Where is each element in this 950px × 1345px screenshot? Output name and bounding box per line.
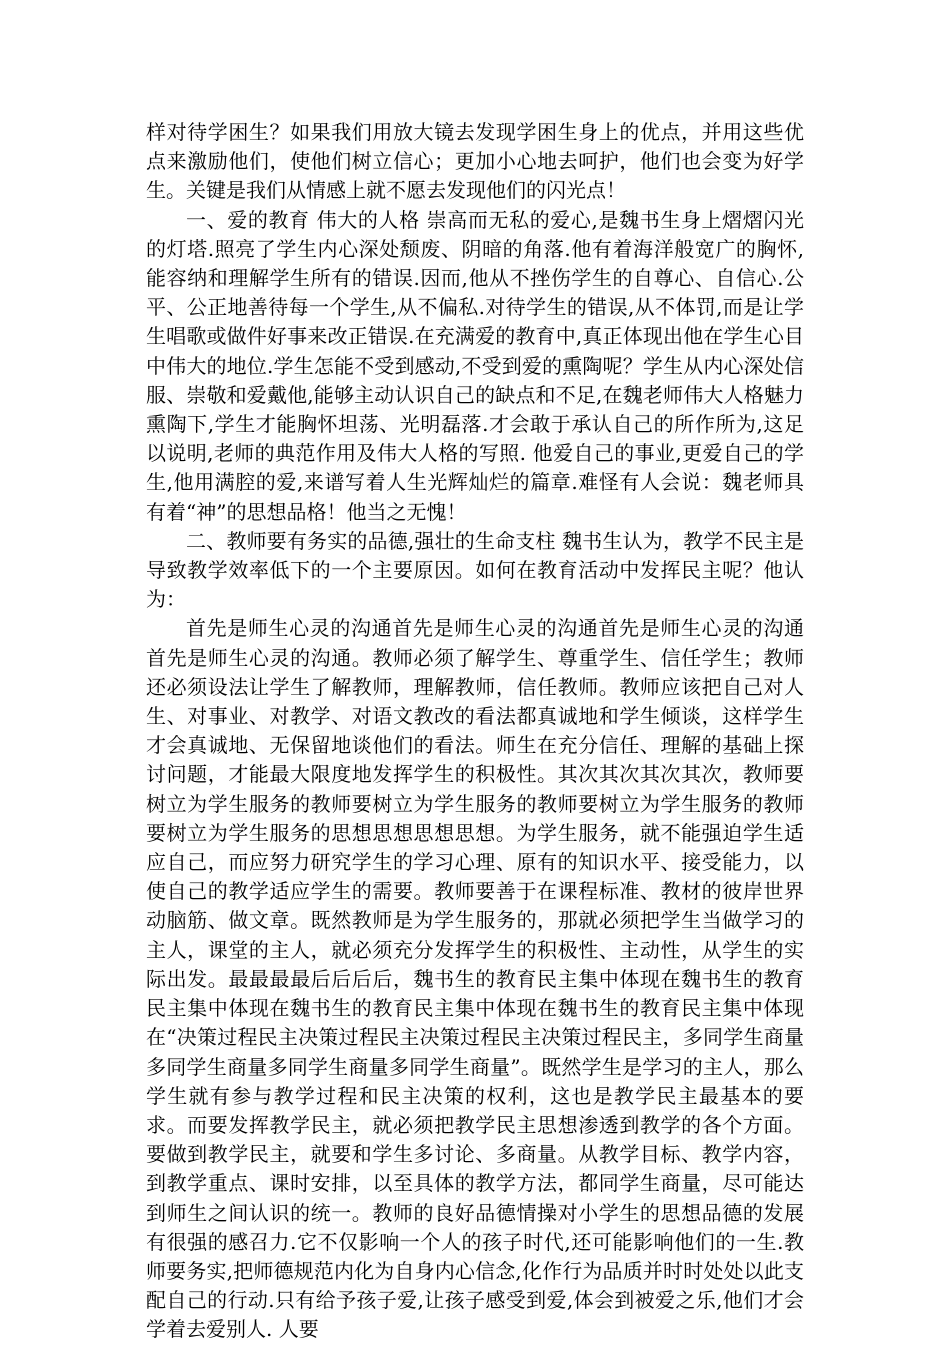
document-body: [146, 118, 804, 1345]
paragraph-section-two: 二、教师要有务实的品德,强壮的生命支柱 魏书生认为，教学不民主是导致教学效率低下的一个主要原因。如何在教育活动中发挥民主呢？他认为：: [146, 528, 804, 612]
paragraph-section-one: 一、爱的教育 伟大的人格 崇高而无私的爱心,是魏书生身上熠熠闪光的灯塔.照亮了学生内心深处颓废、阴暗的角落.他有着海洋般宽广的胸怀,能容纳和理解学生所有的错误.因而,他从不挫伤学生的自尊心、自信心.公平、公正地善待每一个学生,从不偏私.对待学生的错误,从不体罚,而是让学生唱歌或做件好事来改正错误.在充满爱的教育中,真正体现出他在学生心目中伟大的地位.学生怎能不受到感动,不受到爱的熏陶呢？学生从内心深处信服、崇敬和爱戴他,能够主动认识自己的缺点和不足,在魏老师伟大人格魅力熏陶下,学生才能胸怀坦荡、光明磊落.才会敢于承认自己的所作所为,这足以说明,老师的典范作用及伟大人格的写照. 他爱自己的事业,更爱自己的学生,他用满腔的爱,来谱写着人生光辉灿烂的篇章.难怪有人会说：魏老师具有着“神”的思想品格！他当之无愧！: [146, 207, 804, 524]
paragraph-democracy: 首先是师生心灵的沟通首先是师生心灵的沟通首先是师生心灵的沟通首先是师生心灵的沟通。教师必须了解学生、尊重学生、信任学生；教师还必须设法让学生了解教师，理解教师，信任教师。教师应该把自己对人生、对事业、对教学、对语文教改的看法都真诚地和学生倾谈，这样学生才会真诚地、无保留地谈他们的看法。师生在充分信任、理解的基础上探讨问题，才能最大限度地发挥学生的积极性。其次其次其次其次，教师要树立为学生服务的教师要树立为学生服务的教师要树立为学生服务的教师要树立为学生服务的思想思想思想思想。为学生服务，就不能强迫学生适应自己，而应努力研究学生的学习心理、原有的知识水平、接受能力，以使自己的教学适应学生的需要。教师要善于在课程标准、教材的彼岸世界动脑筋、做文章。既然教师是为学生服务的，那就必须把学生当做学习的主人，课堂的主人，就必须充分发挥学生的积极性、主动性，从学生的实际出发。最最最最后后后后，魏书生的教育民主集中体现在魏书生的教育民主集中体现在魏书生的教育民主集中体现在魏书生的教育民主集中体现在“决策过程民主决策过程民主决策过程民主决策过程民主，多同学生商量多同学生商量多同学生商量多同学生商量”。既然学生是学习的主人，那么学生就有参与教学过程和民主决策的权利，这也是教学民主最基本的要求。而要发挥教学民主，就必须把教学民主思想渗透到教学的各个方面。要做到教学民主，就要和学生多讨论、多商量。从教学目标、教学内容，到教学重点、课时安排，以至具体的教学方法，都同学生商量，尽可能达到师生之间认识的统一。教师的良好品德情操对小学生的思想品德的发展有很强的感召力.它不仅影响一个人的孩子时代,还可能影响他们的一生.教师要务实,把师德规范内化为自身内心信念,化作行为品质并时时处处以此支配自己的行动.只有给予孩子爱,让孩子感受到爱,体会到被爱之乐,他们才会学着去爱别人. 人要: [146, 616, 804, 1342]
paragraph-continuation: 样对待学困生？如果我们用放大镜去发现学困生身上的优点，并用这些优点来激励他们，使他们树立信心；更加小心地去呵护，他们也会变为好学生。关键是我们从情感上就不愿去发现他们的闪光点！: [146, 120, 804, 203]
